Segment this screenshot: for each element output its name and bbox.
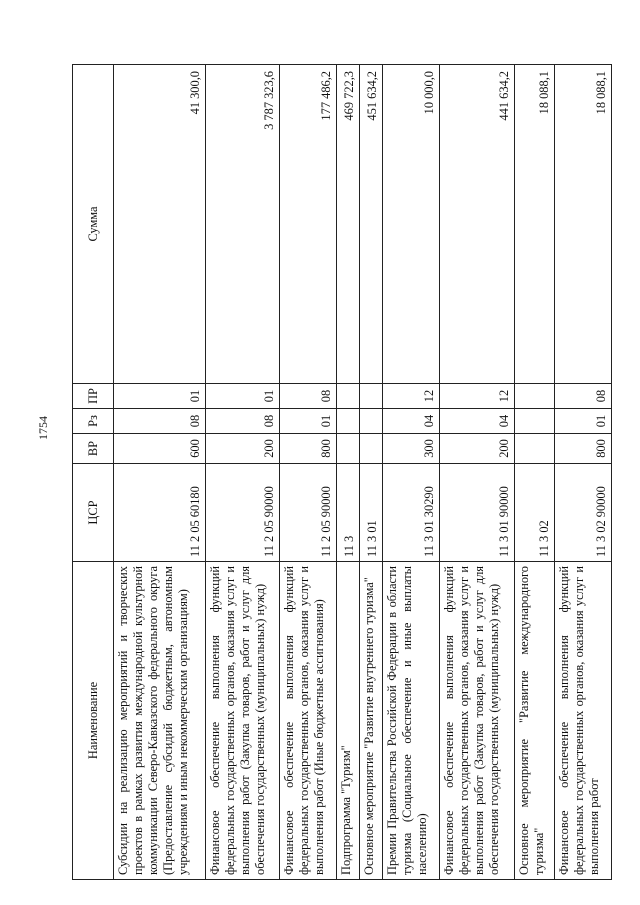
column-header-pr: ПР bbox=[73, 384, 114, 409]
row-pr: 12 bbox=[383, 384, 440, 409]
column-header-vr: ВР bbox=[73, 434, 114, 464]
row-csr: 11 3 01 bbox=[360, 464, 383, 562]
row-sum: 18 088,1 bbox=[514, 65, 554, 384]
table-row bbox=[383, 65, 440, 880]
row-rz: 04 bbox=[383, 409, 440, 434]
table-row bbox=[114, 65, 206, 880]
row-pr bbox=[360, 384, 383, 409]
row-rz bbox=[514, 409, 554, 434]
row-csr: 11 3 bbox=[337, 464, 360, 562]
row-sum: 18 088,1 bbox=[554, 65, 611, 384]
row-sum: 451 634,2 bbox=[360, 65, 383, 384]
table-row bbox=[279, 65, 336, 880]
row-csr: 11 2 05 60180 bbox=[114, 464, 206, 562]
row-rz: 01 bbox=[554, 409, 611, 434]
table-row bbox=[337, 65, 360, 880]
row-sum: 41 300,0 bbox=[114, 65, 206, 384]
row-pr: 08 bbox=[279, 384, 336, 409]
row-vr: 200 bbox=[440, 434, 514, 464]
row-rz: 08 bbox=[205, 409, 279, 434]
row-csr: 11 3 01 30290 bbox=[383, 464, 440, 562]
row-sum: 469 722,3 bbox=[337, 65, 360, 384]
row-name: Субсидии на реализацию мероприятий и творческих проектов в рамках развития международной культурной коммуникации Северо-Кавказского федерального округа (Предоставление субсидий бюджетным, автономным учреждениям и иным некоммерческим организациям) bbox=[114, 562, 206, 880]
row-pr bbox=[337, 384, 360, 409]
row-csr: 11 3 01 90000 bbox=[440, 464, 514, 562]
row-vr bbox=[360, 434, 383, 464]
row-vr: 200 bbox=[205, 434, 279, 464]
row-pr: 08 bbox=[554, 384, 611, 409]
row-sum: 177 486,2 bbox=[279, 65, 336, 384]
row-vr bbox=[514, 434, 554, 464]
row-sum: 10 000,0 bbox=[383, 65, 440, 384]
table-row bbox=[360, 65, 383, 880]
row-name: Финансовое обеспечение выполнения функций федеральных государственных органов, оказания услуг и выполнения работ (Иные бюджетные ассигнования) bbox=[279, 562, 336, 880]
table-row bbox=[514, 65, 554, 880]
table-row bbox=[205, 65, 279, 880]
table-row bbox=[554, 65, 611, 880]
row-name: Финансовое обеспечение выполнения функций федеральных государственных органов, оказания услуг и выполнения работ (Закупка товаров, работ и услуг для обеспечения государственных (муниципальных) нужд) bbox=[205, 562, 279, 880]
row-name: Премии Правительства Российской Федерации в области туризма (Социальное обеспечение и иные выплаты населению) bbox=[383, 562, 440, 880]
row-name: Подпрограмма "Туризм" bbox=[337, 562, 360, 880]
page-number: 1754 bbox=[36, 416, 50, 440]
row-vr: 800 bbox=[554, 434, 611, 464]
row-rz bbox=[360, 409, 383, 434]
row-pr: 01 bbox=[205, 384, 279, 409]
row-rz: 01 bbox=[279, 409, 336, 434]
row-name: Финансовое обеспечение выполнения функций федеральных государственных органов, оказания услуг и выполнения работ (Закупка товаров, работ и услуг для обеспечения государственных (муниципальных) нужд) bbox=[440, 562, 514, 880]
row-pr bbox=[514, 384, 554, 409]
row-vr: 300 bbox=[383, 434, 440, 464]
row-name: Основное мероприятие "Развитие внутреннего туризма" bbox=[360, 562, 383, 880]
column-header-csr: ЦСР bbox=[73, 464, 114, 562]
table-row bbox=[440, 65, 514, 880]
row-rz bbox=[337, 409, 360, 434]
rotated-table-wrapper bbox=[72, 65, 612, 880]
table-header-row bbox=[73, 65, 114, 880]
row-csr: 11 2 05 90000 bbox=[205, 464, 279, 562]
row-vr: 600 bbox=[114, 434, 206, 464]
row-sum: 3 787 323,6 bbox=[205, 65, 279, 384]
row-csr: 11 3 02 bbox=[514, 464, 554, 562]
column-header-name: Наименование bbox=[73, 562, 114, 880]
row-rz: 08 bbox=[114, 409, 206, 434]
row-name: Основное мероприятие "Развитие международного туризма" bbox=[514, 562, 554, 880]
row-vr bbox=[337, 434, 360, 464]
row-rz: 04 bbox=[440, 409, 514, 434]
row-sum: 441 634,2 bbox=[440, 65, 514, 384]
budget-table bbox=[72, 64, 612, 880]
row-name: Финансовое обеспечение выполнения функций федеральных государственных органов, оказания услуг и выполнения работ bbox=[554, 562, 611, 880]
row-csr: 11 3 02 90000 bbox=[554, 464, 611, 562]
row-pr: 12 bbox=[440, 384, 514, 409]
column-header-rz: Рз bbox=[73, 409, 114, 434]
column-header-sum: Сумма bbox=[73, 65, 114, 384]
row-vr: 800 bbox=[279, 434, 336, 464]
row-pr: 01 bbox=[114, 384, 206, 409]
row-csr: 11 2 05 90000 bbox=[279, 464, 336, 562]
